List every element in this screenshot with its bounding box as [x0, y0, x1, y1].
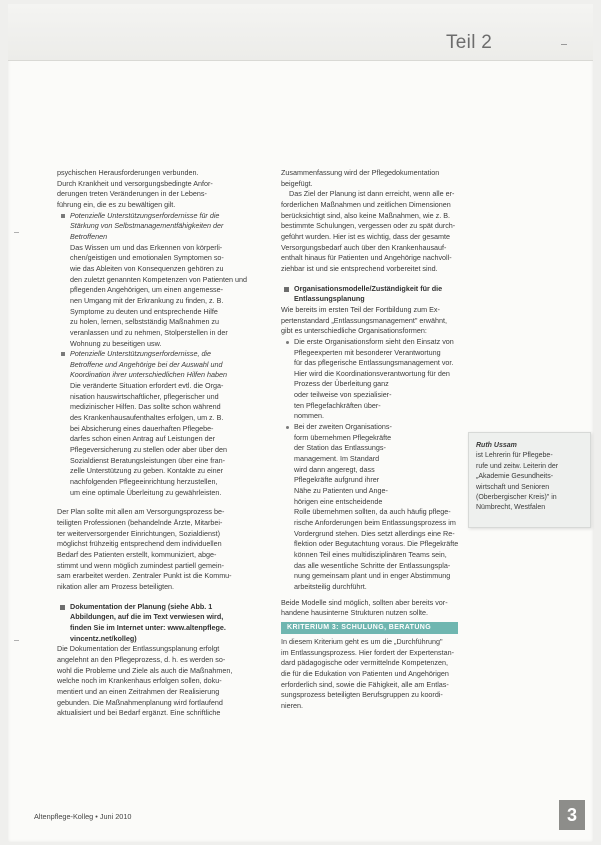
left-intro: psychischen Herausforderungen verbunden. Durch Krankheit und versorgungsbedingte Anfor- derungen treten Veränderungen in der Lebens- führung ein, die es zu bewältigen gilt. [57, 168, 213, 209]
organisation-item-1: Die erste Organisationsform sieht den Einsatz von Pflegeexperten mit besonderer Verantwortung für das pflegerische Entlassungsmanagement vor. Hier wird die Koordinationsverantwortung für den Prozess der Überleitung ganz oder teilweise von spezialisier- ten Pflegefachkräften über- nommen. [281, 337, 501, 422]
dokumentation-heading: Dokumentation der Planung (siehe Abb. 1 Abbildungen, auf die im Text verwiesen wird, finden Sie im Internet unter: www.altenpflege. vincentz.net/kolleg) [57, 602, 279, 645]
margin-tick [14, 232, 19, 233]
kriterium-3-label: KRITERIUM 3: SCHULUNG, BERATUNG [281, 622, 458, 634]
ziel-paragraph: Das Ziel der Planung ist dann erreicht, wenn alle er- forderlichen Maßnahmen und zeitlichen Dimensionen berücksichtigt sind, also keine Maßnahmen, wie z. B. bestimmte Schulungen, vergessen oder zu spät durch- geführt wurden. Hier ist es wichtig, dass der gesamte Versorgungsbedarf auch über den Krankenhausauf- enthalt hinaus für Patienten und Angehörige nachvoll- ziehbar ist und sie entsprechend vorbereitet sind. [281, 189, 456, 273]
author-name: Ruth Ussam [476, 442, 517, 449]
modelle-paragraph: Beide Modelle sind möglich, sollten aber bereits vor- handene hausinterne Strukturen nutzen sollte. [281, 597, 448, 618]
bullet-koordination: Potenzielle Unterstützungserfordernisse, die Betroffene und Angehörige bei der Auswahl und Koordination ihrer unterschiedlichen Hilfen haben Die veränderte Situation erfordert evtl. die Orga- nisation hauswirtschaftlicher, pflegerischer und medizinischer Hilfen. Das sollte schon während des Krankenhausaufenthaltes erfolgen, um z. B. bei Absicherung eines dauerhaften Pflegebe- darfes schon einen Antrag auf Leistungen der Pflegeversicherung zu stellen oder aber über den Sozialdienst Beratungsleistungen über eine fran- zelle Unterstützung zu geben. Kontakte zu einer nachfolgenden Pflegeeinrichtung herzustellen, um eine optimale Überleitung zu gewährleisten. [57, 349, 279, 498]
author-box [468, 432, 591, 528]
organisation-item-2: Bei der zweiten Organisations- form übernehmen Pflegekräfte der Station das Entlassungs- management. Im Standard wird dann angeregt, dass Pflegekräfte aufgrund ihrer Nähe zu Patienten und Ange- hörigen eine entscheidende Rolle übernehmen sollten, da auch häufig pflege- rische Anforderungen beim Entlassungsprozess im Vordergrund stehen. Dies setzt allerdings eine Re- flektion oder Begutachtung voraus. Die Pflegekräfte können Teil eines multidisziplinären Teams sein, das alle wesentliche Schritte der Entlassungspla- nung gemeinsam plant und in enger Abstimmung arbeitsteilig durchführt. [281, 422, 501, 593]
footer-text: Altenpflege-Kolleg • Juni 2010 [34, 812, 132, 821]
left-column [57, 168, 279, 719]
author-bio: ist Lehrerin für Pflegebe- rufe und zeitw. Leiterin der „Akademie Gesundheits- wirtschaft und Senioren (Oberbergischer Kreis)" in Nümbrecht, Westfalen [476, 452, 559, 512]
margin-tick [14, 640, 19, 641]
dokumentation-paragraph: Die Dokumentation der Entlassungsplanung erfolgt angelehnt an den Pflegeprozess, d. h. es werden so- wohl die Probleme und Ziele als auch die Maßnahmen, welche noch im Krankenhaus erfolgen sollen, doku- mentiert und an einen Zeitrahmen der Realisierung gebunden. Die Maßnahmenplanung wird fortlaufend aktualisiert und bei Bedarf ergänzt. Eine schriftliche [57, 644, 233, 718]
bullet-selbstmanagement: Potenzielle Unterstützungserfordernisse für die Stärkung von Selbstmanagementfähigkeiten der Betroffenen Das Wissen um und das Erkennen von körperli- chen/geistigen und emotionalen Symptomen so- wie das Ableiten von Konsequenzen gehören zu den zuletzt genannten Kompetenzen von Patienten und pflegenden Angehörigen, um einen angemesse- nen Umgang mit der Erkrankung zu finden, z. B. Symptome zu deuten und entsprechende Hilfe zu holen, lernen, selbstständig Maßnahmen zu veranlassen und zu nehmen, Stolperstellen in der Wohnung zu beseitigen usw. [57, 211, 279, 350]
plan-paragraph: Der Plan sollte mit allen am Versorgungsprozess be- teiligten Professionen (behandelnde Ärzte, Mitarbei- ter weiterversorgender Einrichtungen, Sozialdienst) möglichst frühzeitig entsprechend dem individuellen Bedarf des Patienten erstellt, kommuniziert, abge- stimmt und wenn möglich zumindest partiell gemein- sam erarbeitet werden. Zentraler Punkt ist die Kommu- nikation aller am Prozess beteiligten. [57, 507, 232, 591]
page-number: 3 [559, 800, 585, 830]
kriterium-3-paragraph: In diesem Kriterium geht es um die „Durchführung" im Entlassungsprozess. Hier fordert der Expertenstan- dard pädagogische oder vermittelnde Kompetenzen, die für die Edukation von Patienten und Angehörigen erforderlich sind, sowie die Fähigkeit, alle am Entlas- sungsprozess beteiligten Berufsgruppen zu koordi- nieren. [281, 636, 454, 710]
organisation-heading: Organisationsmodelle/Zuständigkeit für die Entlassungsplanung [281, 284, 501, 305]
header-band [8, 4, 593, 61]
part-label: Teil 2 [446, 32, 493, 53]
right-intro: Zusammenfassung wird der Pflegedokumentation beigefügt. [281, 168, 440, 188]
organisation-intro: Wie bereits im ersten Teil der Fortbildung zum Ex- pertenstandard „Entlassungsmanagement" erwähnt, gibt es unterschiedliche Organisationsformen: [281, 304, 447, 336]
header-tick [561, 44, 567, 45]
